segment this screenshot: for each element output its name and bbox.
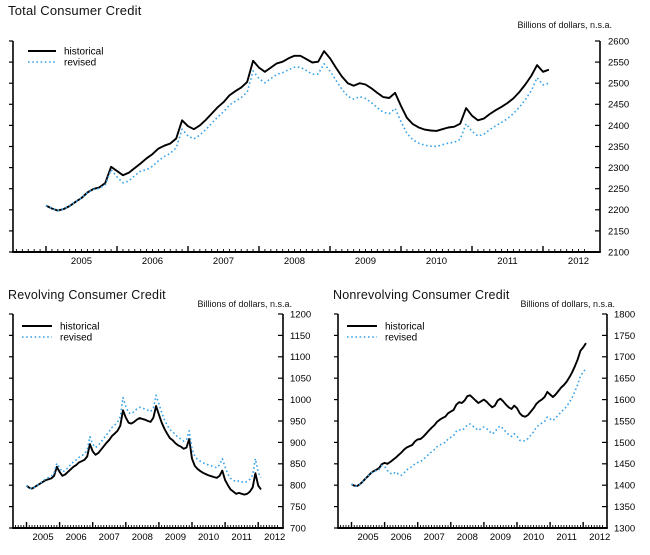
svg-text:2007: 2007: [212, 256, 235, 267]
svg-text:1200: 1200: [290, 309, 312, 321]
total-consumer-credit-plot: [0, 30, 650, 280]
units-label-nonrevolving: Billions of dollars, n.s.a.: [520, 299, 615, 309]
svg-text:2006: 2006: [141, 256, 164, 267]
svg-text:2006: 2006: [390, 532, 412, 543]
svg-text:historical: historical: [64, 46, 104, 58]
svg-text:2400: 2400: [608, 120, 630, 132]
svg-text:1400: 1400: [614, 480, 636, 492]
svg-text:1350: 1350: [614, 502, 636, 513]
svg-text:700: 700: [290, 523, 306, 535]
svg-text:revised: revised: [64, 57, 97, 69]
svg-text:2350: 2350: [608, 141, 630, 153]
svg-text:historical: historical: [385, 321, 425, 333]
svg-text:900: 900: [290, 437, 306, 449]
svg-text:2008: 2008: [283, 256, 306, 267]
svg-text:1100: 1100: [290, 352, 311, 364]
chart-nonrevolving-consumer-credit: [325, 285, 650, 555]
svg-text:800: 800: [290, 480, 306, 492]
svg-text:2005: 2005: [32, 532, 54, 543]
svg-text:2012: 2012: [589, 532, 611, 543]
svg-text:2005: 2005: [357, 532, 379, 543]
svg-text:1150: 1150: [290, 330, 311, 342]
svg-text:2300: 2300: [608, 163, 630, 174]
svg-text:2550: 2550: [608, 57, 630, 69]
units-label-revolving: Billions of dollars, n.s.a.: [197, 299, 292, 309]
svg-text:2008: 2008: [131, 532, 153, 543]
revolving-consumer-credit-plot: [0, 309, 325, 555]
chart-title-revolving: Revolving Consumer Credit: [8, 288, 166, 302]
chart-title-total: Total Consumer Credit: [8, 3, 142, 18]
svg-text:750: 750: [290, 502, 306, 513]
svg-text:2007: 2007: [423, 532, 445, 543]
svg-text:2012: 2012: [567, 256, 590, 267]
svg-text:1450: 1450: [614, 459, 636, 471]
svg-text:revised: revised: [385, 332, 418, 344]
svg-text:2006: 2006: [65, 532, 87, 543]
svg-text:2500: 2500: [608, 78, 630, 90]
svg-text:1550: 1550: [614, 416, 636, 428]
svg-text:2250: 2250: [608, 184, 630, 196]
nonrevolving-consumer-credit-plot: [325, 309, 650, 555]
chart-title-nonrevolving: Nonrevolving Consumer Credit: [333, 288, 510, 302]
svg-text:2010: 2010: [425, 256, 448, 267]
svg-text:historical: historical: [60, 321, 100, 333]
svg-text:2200: 2200: [608, 205, 630, 217]
svg-text:2150: 2150: [608, 226, 630, 238]
svg-text:2009: 2009: [489, 532, 512, 543]
svg-text:1800: 1800: [614, 309, 636, 321]
svg-text:2600: 2600: [608, 36, 630, 48]
svg-text:1050: 1050: [290, 373, 312, 385]
svg-text:1300: 1300: [614, 523, 636, 535]
svg-text:2100: 2100: [608, 247, 630, 259]
svg-text:2009: 2009: [164, 532, 187, 543]
svg-text:850: 850: [290, 459, 306, 471]
svg-text:2008: 2008: [456, 532, 478, 543]
svg-text:2011: 2011: [497, 256, 518, 267]
svg-text:2010: 2010: [197, 532, 220, 543]
svg-text:2011: 2011: [556, 532, 577, 543]
svg-text:2012: 2012: [264, 532, 286, 543]
svg-text:1650: 1650: [614, 373, 636, 385]
svg-text:2005: 2005: [70, 256, 93, 267]
chart-revolving-consumer-credit: [0, 285, 325, 555]
svg-text:1500: 1500: [614, 437, 636, 449]
svg-text:1750: 1750: [614, 330, 636, 342]
svg-text:2009: 2009: [354, 256, 377, 267]
svg-text:revised: revised: [60, 332, 93, 344]
svg-text:2450: 2450: [608, 99, 630, 111]
units-label-total: Billions of dollars, n.s.a.: [517, 20, 612, 30]
svg-text:2007: 2007: [98, 532, 120, 543]
svg-text:1700: 1700: [614, 352, 636, 364]
svg-text:1000: 1000: [290, 395, 312, 406]
svg-text:2010: 2010: [522, 532, 545, 543]
svg-text:1600: 1600: [614, 395, 636, 406]
svg-text:2011: 2011: [231, 532, 252, 543]
svg-text:950: 950: [290, 416, 306, 428]
